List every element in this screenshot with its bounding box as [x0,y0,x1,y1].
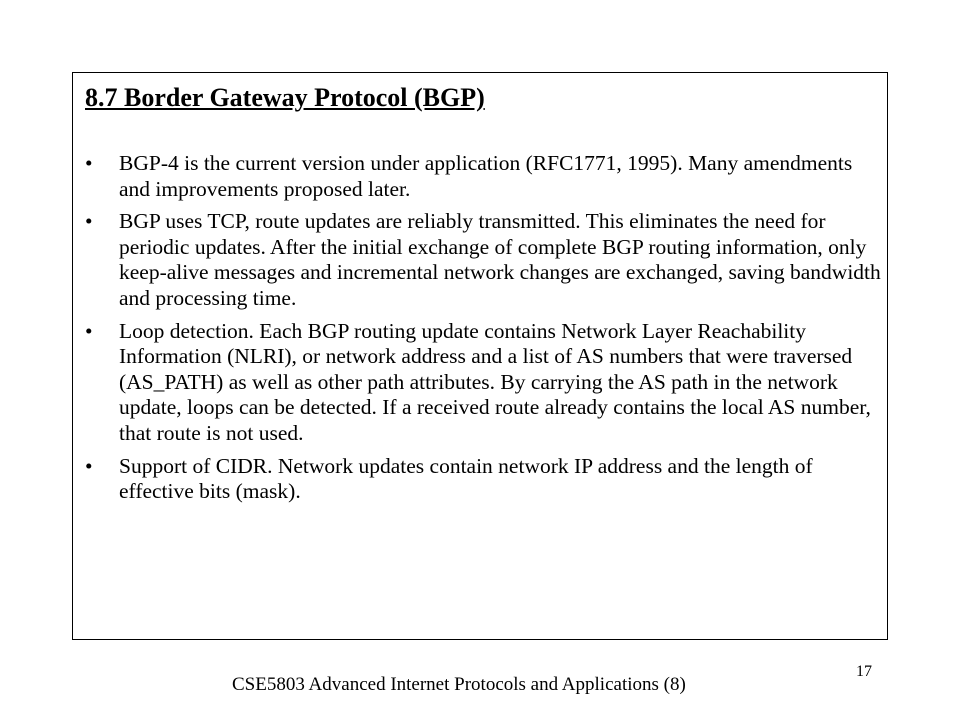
bullet-marker: • [85,453,93,478]
footer-course-title: CSE5803 Advanced Internet Protocols and Applications (8) [232,674,686,695]
page-number: 17 [856,663,872,680]
slide-content-frame [72,72,888,640]
bullet-text: BGP-4 is the current version under application (RFC1771, 1995). Many amendments and improvements proposed later. [119,151,853,201]
bullet-marker: • [85,209,93,234]
bullet-list [73,151,889,512]
bullet-item [73,454,889,505]
bullet-marker: • [85,318,93,343]
bullet-item [73,151,889,202]
bullet-text: Support of CIDR. Network updates contain network IP address and the length of effective bits (mask). [119,453,813,504]
bullet-marker: • [85,151,93,175]
bullet-text: Loop detection. Each BGP routing update contains Network Layer Reachability Information (NLRI), or network address and a list of AS numbers that were traversed (AS_PATH) as well as other path attributes. By carrying the AS path in the network update, loops can be detected. If a received route already contains the local AS number, that route is not used. [119,318,871,445]
bullet-text: BGP uses TCP, route updates are reliably transmitted. This eliminates the need for periodic updates. After the initial exchange of complete BGP routing information, only keep-alive messages and incremental network changes are exchanged, saving bandwidth and processing time. [119,209,881,310]
slide-title: 8.7 Border Gateway Protocol (BGP) [85,83,485,112]
bullet-item [73,209,889,311]
bullet-item [73,319,889,447]
